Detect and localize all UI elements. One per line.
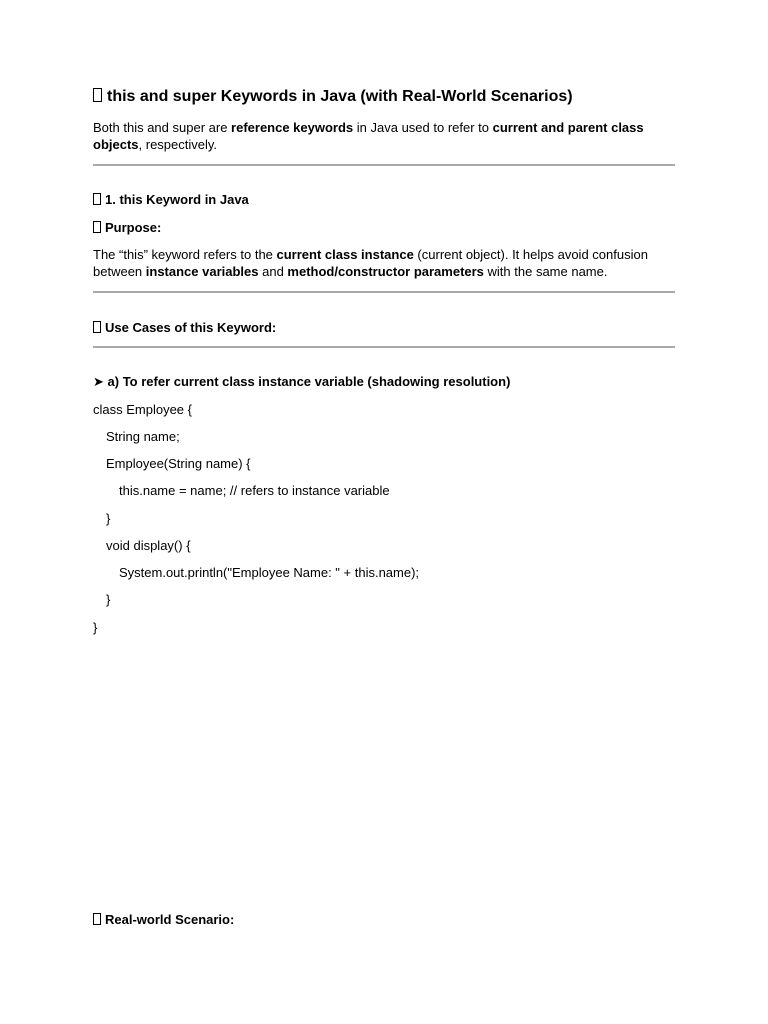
missing-glyph-icon (93, 88, 102, 102)
document-title (93, 88, 573, 106)
section-heading-text: 1. this Keyword in Java (105, 192, 249, 207)
purpose-paragraph (93, 246, 678, 280)
code-line: String name; (106, 429, 180, 444)
purpose-label (93, 220, 161, 235)
real-world-scenario-text: Real-world Scenario: (105, 912, 235, 927)
missing-glyph-icon (93, 193, 101, 205)
purpose-text: (current object). It helps avoid confusion between (93, 247, 648, 279)
purpose-text: The “this” keyword refers to the (93, 247, 277, 262)
purpose-text: and (258, 264, 288, 279)
use-cases-heading (93, 320, 276, 335)
purpose-text: with the same name. (483, 264, 608, 279)
intro-bold-reference-keywords: reference keywords (231, 120, 354, 135)
code-line: } (93, 620, 98, 635)
intro-bold-objects: current and parent class objects (93, 120, 644, 152)
case-a-heading (93, 374, 510, 390)
code-line: } (106, 592, 111, 607)
intro-text: , respectively. (138, 137, 218, 152)
code-line: } (106, 511, 111, 526)
purpose-label-text: Purpose: (105, 220, 162, 235)
use-cases-heading-text: Use Cases of this Keyword: (105, 320, 277, 335)
document-title-text: this and super Keywords in Java (with Real-World Scenarios) (107, 88, 573, 105)
missing-glyph-icon (93, 221, 101, 233)
purpose-bold-instance-variables: instance variables (145, 264, 259, 279)
code-line: this.name = name; // refers to instance variable (119, 483, 390, 498)
code-line: Employee(String name) { (106, 456, 251, 471)
arrow-icon: ➤ (93, 374, 104, 389)
horizontal-rule (93, 346, 675, 348)
case-a-heading-text: a) To refer current class instance variable (shadowing resolution) (107, 374, 511, 389)
code-line: void display() { (106, 538, 191, 553)
intro-text: in Java used to refer to (353, 120, 493, 135)
code-line: class Employee { (93, 402, 192, 417)
real-world-scenario-label (93, 912, 234, 927)
code-line: System.out.println("Employee Name: " + this.name); (119, 565, 420, 580)
section-heading-this-keyword (93, 192, 249, 207)
intro-text: Both this and super are (93, 120, 232, 135)
purpose-bold-current-class-instance: current class instance (276, 247, 414, 262)
missing-glyph-icon (93, 321, 101, 333)
horizontal-rule (93, 291, 675, 293)
horizontal-rule (93, 164, 675, 166)
missing-glyph-icon (93, 913, 101, 925)
intro-paragraph (93, 119, 678, 153)
purpose-bold-parameters: method/constructor parameters (287, 264, 484, 279)
